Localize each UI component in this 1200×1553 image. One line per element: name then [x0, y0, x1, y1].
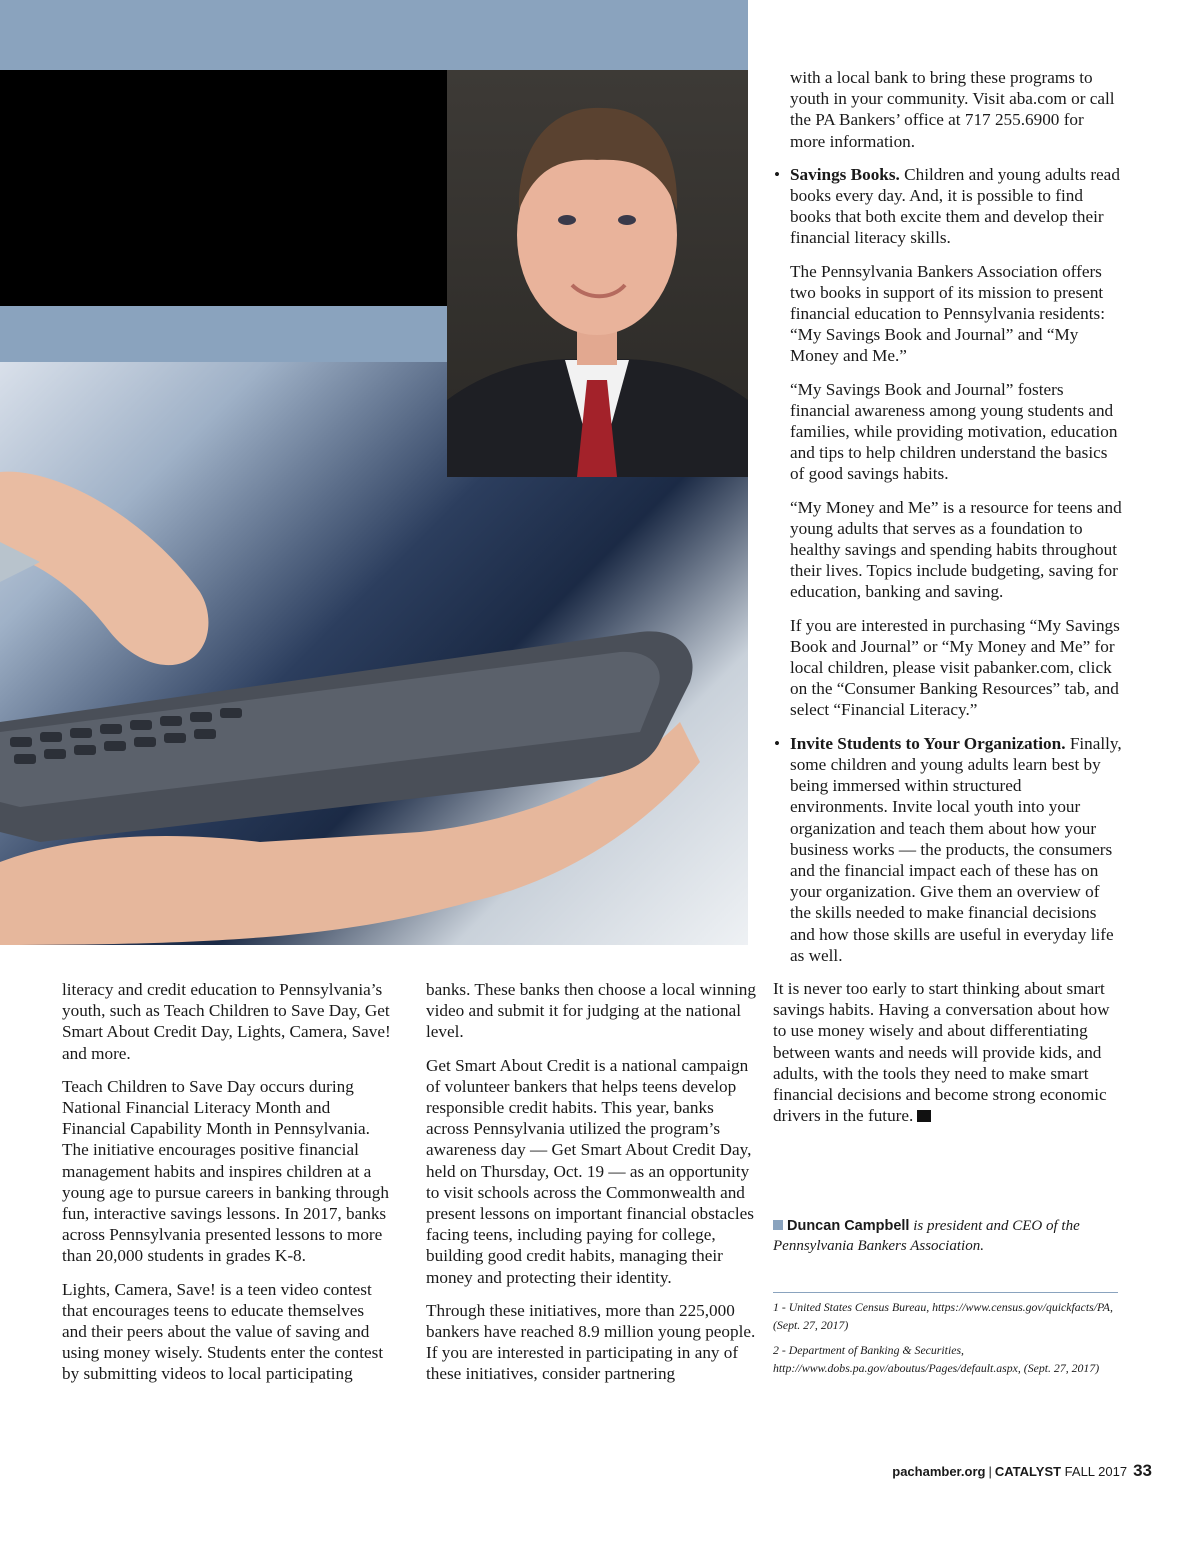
page-number: 33 [1133, 1461, 1152, 1480]
footer-issue: FALL 2017 [1061, 1464, 1128, 1479]
end-of-article-icon [917, 1110, 931, 1122]
article-column-3 [773, 67, 1123, 1138]
author-bio [773, 1216, 1123, 1256]
body-paragraph: with a local bank to bring these programs to youth in your community. Visit aba.com or call the PA Bankers’ office at 717 255.6900 for more information. [790, 68, 1115, 151]
author-portrait [447, 70, 748, 477]
bullet-icon: • [774, 164, 781, 184]
footnotes [773, 1299, 1133, 1385]
bullet-text: Children and young adults read books every day. And, it is possible to find books that both excite them and develop their financial literacy skills. [790, 164, 1120, 248]
footnote: 2 - Department of Banking & Securities, http://www.dobs.pa.gov/aboutus/Pages/default.aspx, (Sept. 27, 2017) [773, 1343, 1100, 1375]
footer-site: pachamber.org [892, 1464, 986, 1479]
closing-paragraph [773, 978, 1123, 1126]
body-paragraph: If you are interested in purchasing “My Savings Book and Journal” or “My Money and Me” for local children, please visit pabanker.com, click on the “Consumer Banking Resources” tab, and select “Financial Literacy.” [790, 615, 1120, 720]
body-paragraph: Lights, Camera, Save! is a teen video contest that encourages teens to educate themselves and their peers about the value of saving and using money wisely. Students enter the contest by submitting videos to local participating [62, 1279, 384, 1384]
body-paragraph: banks. These banks then choose a local winning video and submit it for judging at the national level. [426, 980, 756, 1042]
header-color-band [0, 0, 748, 70]
portrait-illustration [447, 70, 748, 477]
footnote-divider [773, 1292, 1118, 1293]
bullet-heading: Invite Students to Your Organization. [790, 733, 1066, 753]
body-paragraph: Through these initiatives, more than 225,000 bankers have reached 8.9 million young people. If you are interested in participating in any of these initiatives, consider partnering [426, 1300, 756, 1384]
bullet-heading: Savings Books. [790, 164, 900, 184]
footer-magazine: CATALYST [994, 1464, 1062, 1479]
body-paragraph: The Pennsylvania Bankers Association offers two books in support of its mission to present financial education to Pennsylvania residents: “My Savings Book and Journal” and “My Money and Me.” [790, 261, 1106, 366]
bullet-text: Finally, some children and young adults learn best by being immersed within structured environments. Invite local youth into your organization and teach them about how your business works — the products, the consumers and the financial impact each of these has on your organization. Give them an overview of the skills needed to make financial decisions and how those skills are useful in everyday life as well. [790, 733, 1122, 965]
footer-separator: | [988, 1464, 992, 1479]
black-panel [0, 70, 447, 306]
closing-text: It is never too early to start thinking about smart savings habits. Having a conversation about how to use money wisely and about differentiating between wants and needs will provide kids, and adults, with the tools they need to make smart financial decisions and become strong economic drivers in the future. [773, 978, 1110, 1126]
page-footer [892, 1461, 1152, 1481]
body-paragraph: “My Money and Me” is a resource for teens and young adults that serves as a foundation to healthy savings and spending habits throughout their lives. Topics include budgeting, saving for education, banking and saving. [790, 497, 1122, 602]
bullet-icon: • [774, 733, 781, 753]
body-paragraph: Get Smart About Credit is a national campaign of volunteer bankers that helps teens develop responsible credit habits. This year, banks across Pennsylvania utilized the program’s awareness day — Get Smart About Credit Day, held on Thursday, Oct. 19 — as an opportunity to visit schools across the Commonwealth and present lessons on important financial obstacles facing teens, including paying for college, building good credit habits, managing their money and protecting their identity. [426, 1055, 754, 1287]
body-paragraph: literacy and credit education to Pennsylvania’s youth, such as Teach Children to Save Day, Get Smart About Credit Day, Lights, Camera, Save! and more. [62, 980, 391, 1063]
body-paragraph: “My Savings Book and Journal” fosters financial awareness among young students and families, while providing motivation, education and tips to help children understand the basics of good savings habits. [790, 379, 1118, 484]
author-name: Duncan Campbell [787, 1218, 910, 1234]
author-role: is president and CEO of the Pennsylvania Bankers Association. [773, 1218, 1080, 1254]
article-column-1 [62, 979, 392, 1397]
body-paragraph: Teach Children to Save Day occurs during National Financial Literacy Month and Financial Capability Month in Pennsylvania. The initiative encourages positive financial management habits and inspires children at a young age to pursue careers in banking through fun, interactive savings lessons. In 2017, banks across Pennsylvania presented lessons to more than 20,000 students in grades K-8. [62, 1076, 389, 1266]
bullet-invite-students [773, 733, 1123, 966]
bullet-savings-books [773, 164, 1123, 249]
footnote: 1 - United States Census Bureau, https://www.census.gov/quickfacts/PA, (Sept. 27, 2017) [773, 1300, 1113, 1332]
accent-strip [0, 306, 447, 362]
article-column-2 [426, 979, 756, 1397]
square-bullet-icon [773, 1220, 783, 1230]
